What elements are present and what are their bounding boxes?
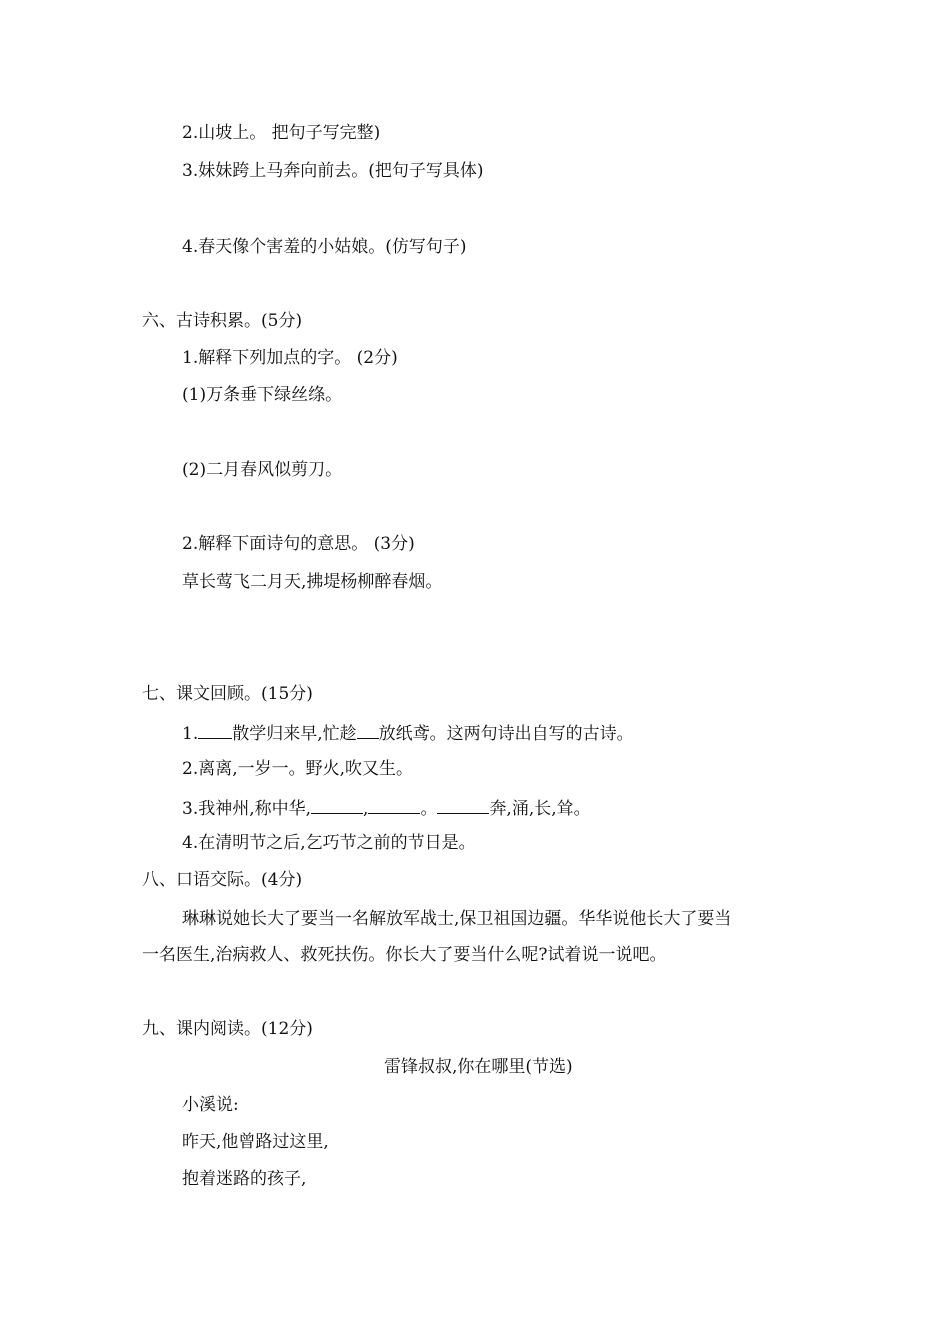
part5-question-3: 3.妹妹跨上马奔向前去。(把句子写具体) (182, 161, 484, 181)
reading-passage-title: 雷锋叔叔,你在哪里(节选) (384, 1057, 573, 1077)
passage-line: 抱着迷路的孩子, (182, 1169, 307, 1189)
answer-blank[interactable] (198, 720, 232, 739)
part8-paragraph-line-2: 一名医生,治病救人、救死扶伤。你长大了要当什么呢?试着说一说吧。 (142, 945, 667, 965)
part6-question-1: 1.解释下列加点的字。 (2分) (182, 348, 398, 368)
part7-heading: 七、课文回顾。(15分) (142, 684, 313, 704)
part5-question-2: 2.山坡上。 把句子写完整) (182, 123, 381, 143)
q1-text-mid: 散学归来早,忙趁 (232, 724, 357, 744)
part8-paragraph-line-1: 琳琳说她长大了要当一名解放军战士,保卫祖国边疆。华华说他长大了要当 (182, 909, 732, 929)
q1-number: 1. (182, 724, 199, 744)
answer-blank[interactable] (357, 720, 379, 739)
q3-period: 。 (420, 799, 438, 819)
part7-question-1 (182, 720, 634, 746)
answer-blank[interactable] (437, 795, 489, 814)
part7-question-3 (182, 795, 591, 821)
part6-question-2: 2.解释下面诗句的意思。 (3分) (182, 534, 415, 554)
q1-text-suffix: 放纸鸢。这两句诗出自写的古诗。 (378, 724, 634, 744)
passage-line: 昨天,他曾路过这里, (182, 1132, 329, 1152)
part6-heading: 六、古诗积累。(5分) (142, 311, 303, 331)
part8-heading: 八、口语交际。(4分) (142, 870, 303, 890)
part7-question-4: 4.在清明节之后,乞巧节之前的节日是。 (182, 833, 476, 853)
part6-question-1b: (2)二月春风似剪刀。 (182, 460, 343, 480)
part7-question-2: 2.离离,一岁一。野火,吹又生。 (182, 759, 414, 779)
q3-text-suffix: 奔,涌,长,耸。 (489, 799, 591, 819)
part6-question-1a: (1)万条垂下绿丝绦。 (182, 385, 343, 405)
answer-blank[interactable] (311, 795, 363, 814)
q3-comma: , (363, 799, 369, 819)
passage-line: 小溪说: (182, 1095, 239, 1115)
part9-heading: 九、课内阅读。(12分) (142, 1019, 313, 1039)
answer-blank[interactable] (368, 795, 420, 814)
part5-question-4: 4.春天像个害羞的小姑娘。(仿写句子) (182, 237, 467, 257)
part6-poem-line: 草长莺飞二月天,拂堤杨柳醉春烟。 (182, 572, 443, 592)
q3-text-prefix: 3.我神州,称中华, (182, 799, 312, 819)
